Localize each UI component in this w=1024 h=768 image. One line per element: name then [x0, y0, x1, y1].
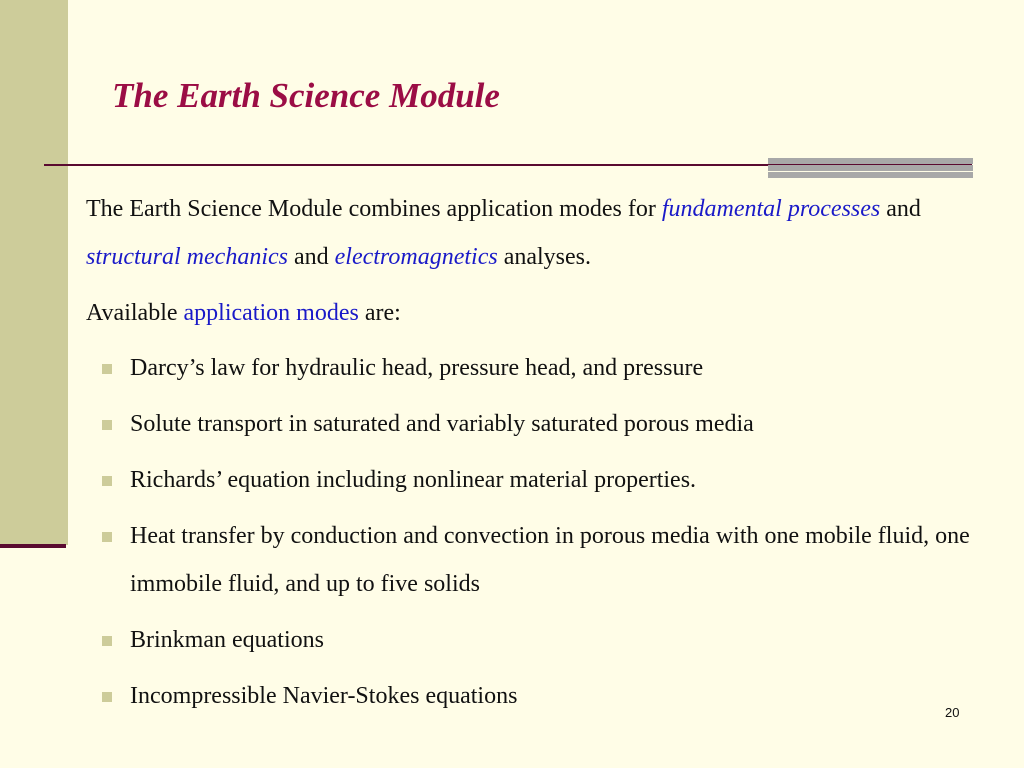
list-item [100, 400, 1000, 448]
intro-and-1: and [880, 196, 921, 222]
application-modes-link[interactable]: application modes [183, 300, 359, 326]
intro-term-fundamental-processes: fundamental processes [661, 196, 881, 222]
intro-term-electromagnetics: electromagnetics [334, 244, 498, 270]
available-prefix: Available [86, 300, 184, 326]
list-item-text: Solute transport in saturated and variably saturated porous media [130, 411, 754, 437]
list-item [100, 512, 1000, 608]
list-item [100, 672, 1000, 720]
available-suffix: are: [358, 300, 401, 326]
intro-end: analyses. [497, 244, 592, 270]
list-item-text: Incompressible Navier-Stokes equations [130, 683, 518, 709]
list-item-text: Darcy’s law for hydraulic head, pressure head, and pressure [130, 355, 704, 381]
square-bullet-icon [102, 692, 112, 702]
application-modes-list [100, 344, 1000, 728]
intro-and-2: and [287, 244, 335, 270]
left-sidebar-bar [0, 0, 68, 545]
title-accent-block [768, 158, 973, 178]
square-bullet-icon [102, 636, 112, 646]
intro-term-structural-mechanics: structural mechanics [86, 244, 288, 270]
list-item [100, 344, 1000, 392]
left-divider-rule [0, 544, 66, 548]
square-bullet-icon [102, 364, 112, 374]
slide-body [86, 185, 1006, 337]
square-bullet-icon [102, 532, 112, 542]
intro-text: The Earth Science Module combines application modes for [86, 196, 662, 222]
page-number: 20 [945, 705, 960, 720]
square-bullet-icon [102, 476, 112, 486]
list-item-text: Brinkman equations [130, 627, 324, 653]
intro-paragraph [86, 185, 1006, 281]
list-item-text: Heat transfer by conduction and convection in porous media with one mobile fluid, one immobile fluid, and up to five solids [130, 523, 970, 597]
available-paragraph [86, 289, 1006, 337]
list-item-text: Richards’ equation including nonlinear material properties. [130, 467, 697, 493]
square-bullet-icon [102, 420, 112, 430]
slide-title: The Earth Science Module [112, 76, 500, 115]
list-item [100, 616, 1000, 664]
list-item [100, 456, 1000, 504]
